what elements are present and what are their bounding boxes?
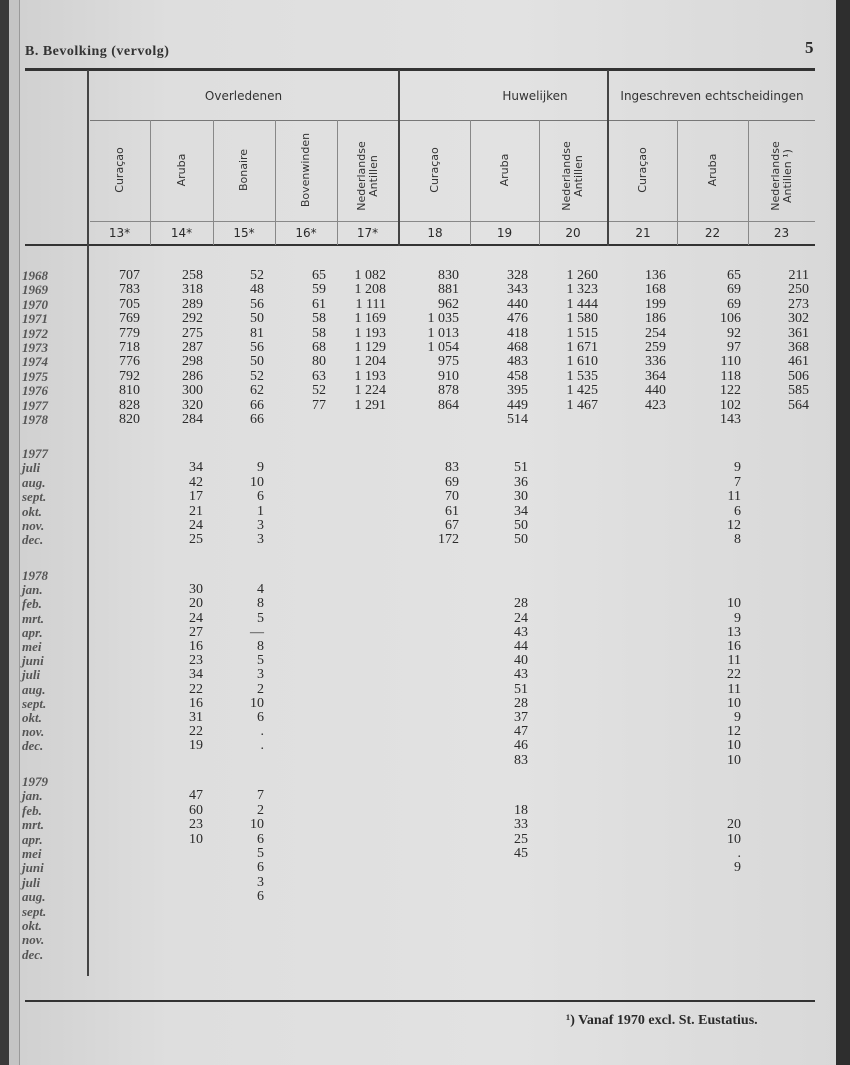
row-label: nov. bbox=[22, 724, 45, 740]
bottom-rule bbox=[25, 1000, 815, 1002]
table-cell: 368 bbox=[788, 340, 809, 355]
table-cell: 62 bbox=[250, 383, 264, 399]
row-label: aug. bbox=[22, 889, 46, 905]
table-cell: 12 bbox=[727, 724, 741, 740]
row-label: 1975 bbox=[22, 368, 48, 384]
table-cell: 69 bbox=[727, 282, 741, 298]
table-cell: 56 bbox=[250, 296, 264, 312]
table-cell: 273 bbox=[788, 296, 809, 312]
table-cell: 286 bbox=[182, 368, 203, 384]
table-cell: 328 bbox=[507, 268, 528, 283]
table-cell: 24 bbox=[189, 610, 203, 626]
table-cell: 254 bbox=[645, 325, 666, 341]
table-cell: 11 bbox=[727, 653, 741, 669]
row-label: 1978 bbox=[22, 412, 48, 427]
table-cell: 1 425 bbox=[566, 383, 598, 399]
table-cell: 458 bbox=[507, 368, 528, 384]
table-cell: 1 082 bbox=[354, 268, 386, 283]
table-cell: 97 bbox=[727, 340, 741, 355]
table-cell: 10 bbox=[189, 831, 203, 847]
table-cell: 34 bbox=[189, 460, 203, 476]
table-cell: 1 bbox=[257, 503, 264, 519]
table-cell: 259 bbox=[645, 340, 666, 355]
column-header: Bovenwinden bbox=[299, 132, 312, 208]
table-cell: 28 bbox=[514, 596, 528, 612]
table-cell: 22 bbox=[189, 724, 203, 740]
table-cell: 9 bbox=[734, 710, 741, 725]
table-cell: 468 bbox=[507, 340, 528, 355]
table-cell: 10 bbox=[250, 817, 264, 833]
table-cell: 962 bbox=[438, 296, 459, 312]
group-header-huwelijken: Huwelijken bbox=[502, 89, 568, 103]
table-cell: 1 535 bbox=[566, 368, 598, 384]
table-cell: 2 bbox=[257, 681, 264, 697]
table-cell: 318 bbox=[182, 282, 203, 298]
column-header: Bonaire bbox=[237, 148, 250, 192]
group-header-echtscheidingen: Ingeschreven echtscheidingen bbox=[620, 89, 804, 103]
table-cell: 361 bbox=[788, 325, 809, 341]
row-label: dec. bbox=[22, 532, 44, 548]
table-cell: 37 bbox=[514, 710, 528, 725]
row-label: okt. bbox=[22, 710, 42, 725]
table-cell: 418 bbox=[507, 325, 528, 341]
table-cell: 199 bbox=[645, 296, 666, 312]
table-cell: 50 bbox=[250, 311, 264, 327]
table-cell: 1 580 bbox=[566, 311, 598, 327]
table-cell: 50 bbox=[514, 518, 528, 533]
table-cell: 881 bbox=[438, 282, 459, 298]
table-cell: 284 bbox=[182, 412, 203, 427]
table-cell: 172 bbox=[438, 532, 459, 548]
row-label: juni bbox=[22, 653, 44, 669]
table-cell: 910 bbox=[438, 368, 459, 384]
table-cell: 17 bbox=[189, 489, 203, 505]
table-cell: 2 bbox=[257, 802, 264, 818]
table-cell: 769 bbox=[119, 311, 140, 327]
table-cell: 10 bbox=[250, 474, 264, 490]
table-cell: 58 bbox=[312, 311, 326, 327]
table-cell: 792 bbox=[119, 368, 140, 384]
table-cell: 51 bbox=[514, 460, 528, 476]
table-cell: 364 bbox=[645, 368, 666, 384]
column-number: 17* bbox=[356, 226, 379, 240]
table-cell: 25 bbox=[189, 532, 203, 548]
row-label: feb. bbox=[22, 802, 42, 818]
table-cell: 440 bbox=[507, 296, 528, 312]
column-number: 20 bbox=[565, 226, 581, 240]
table-cell: 7 bbox=[257, 788, 264, 804]
book-binding bbox=[0, 0, 9, 1065]
row-label: 1968 bbox=[22, 268, 48, 283]
table-cell: 67 bbox=[445, 518, 459, 533]
table-cell: 440 bbox=[645, 383, 666, 399]
table-cell: 6 bbox=[257, 710, 264, 725]
table-cell: 864 bbox=[438, 397, 459, 413]
table-cell: 20 bbox=[727, 817, 741, 833]
table-cell: 10 bbox=[727, 752, 741, 768]
row-label: apr. bbox=[22, 624, 43, 640]
table-cell: 83 bbox=[514, 752, 528, 768]
row-label: aug. bbox=[22, 474, 46, 490]
table-cell: 705 bbox=[119, 296, 140, 312]
column-number: 21 bbox=[635, 226, 651, 240]
row-label: dec. bbox=[22, 946, 44, 962]
table-cell: 1 204 bbox=[354, 354, 386, 370]
table-cell: 12 bbox=[727, 518, 741, 533]
table-cell: 975 bbox=[438, 354, 459, 370]
table-cell: 118 bbox=[720, 368, 741, 384]
table-cell: 16 bbox=[727, 639, 741, 654]
table-cell: 34 bbox=[189, 667, 203, 683]
column-number: 14* bbox=[170, 226, 193, 240]
table-cell: 22 bbox=[189, 681, 203, 697]
table-cell: 61 bbox=[312, 296, 326, 312]
table-cell: 22 bbox=[727, 667, 741, 683]
group-underline bbox=[90, 120, 815, 121]
stub-divider bbox=[87, 70, 89, 976]
table-cell: 25 bbox=[514, 831, 528, 847]
row-label: juli bbox=[22, 460, 41, 476]
table-cell: 1 467 bbox=[566, 397, 598, 413]
table-cell: 66 bbox=[250, 397, 264, 413]
row-label: 1974 bbox=[22, 354, 48, 370]
table-cell: 779 bbox=[119, 325, 140, 341]
column-header: Aruba bbox=[705, 153, 719, 187]
table-cell: 718 bbox=[119, 340, 140, 355]
table-cell: 3 bbox=[257, 518, 264, 533]
table-cell: 70 bbox=[445, 489, 459, 505]
table-cell: 1 291 bbox=[354, 397, 386, 413]
table-cell: 52 bbox=[250, 368, 264, 384]
row-label: nov. bbox=[22, 932, 45, 948]
table-cell: 23 bbox=[189, 653, 203, 669]
table-cell: 77 bbox=[312, 397, 326, 413]
table-cell: 6 bbox=[257, 489, 264, 505]
table-cell: 27 bbox=[189, 624, 203, 640]
table-cell: 34 bbox=[514, 503, 528, 519]
table-cell: 707 bbox=[119, 268, 140, 283]
table-cell: 483 bbox=[507, 354, 528, 370]
table-cell: 506 bbox=[788, 368, 809, 384]
header-bottom-rule bbox=[25, 244, 815, 246]
table-cell: 11 bbox=[727, 489, 741, 505]
table-cell: 3 bbox=[257, 874, 264, 890]
table-cell: 43 bbox=[514, 667, 528, 683]
table-cell: 24 bbox=[189, 518, 203, 533]
table-cell: 69 bbox=[727, 296, 741, 312]
page-edge bbox=[836, 0, 850, 1065]
table-cell: 343 bbox=[507, 282, 528, 298]
row-label: okt. bbox=[22, 503, 42, 519]
table-cell: 31 bbox=[189, 710, 203, 725]
column-header: Aruba bbox=[497, 153, 511, 187]
table-cell: 83 bbox=[445, 460, 459, 476]
table-cell: 66 bbox=[250, 412, 264, 427]
table-cell: 122 bbox=[720, 383, 741, 399]
column-number: 19 bbox=[496, 226, 513, 240]
table-cell: 10 bbox=[250, 695, 264, 711]
table-cell: 58 bbox=[312, 325, 326, 341]
column-number: 16* bbox=[295, 226, 317, 240]
row-label: jan. bbox=[22, 582, 43, 598]
table-cell: 320 bbox=[182, 397, 203, 413]
table-cell: 3 bbox=[257, 532, 264, 548]
row-label: sept. bbox=[22, 903, 47, 919]
table-cell: 820 bbox=[119, 412, 140, 427]
top-rule bbox=[25, 68, 815, 71]
row-label: mrt. bbox=[22, 817, 45, 833]
table-cell: 65 bbox=[727, 268, 741, 283]
row-label: mei bbox=[22, 846, 42, 861]
row-label: nov. bbox=[22, 518, 45, 533]
table-cell: 830 bbox=[438, 268, 459, 283]
table-cell: 23 bbox=[189, 817, 203, 833]
table-cell: 3 bbox=[257, 667, 264, 683]
table-cell: 878 bbox=[438, 383, 459, 399]
table-cell: 1 054 bbox=[427, 340, 459, 355]
column-header: Aruba bbox=[174, 153, 188, 187]
row-label: mei bbox=[22, 639, 42, 654]
table-cell: 8 bbox=[257, 596, 264, 612]
table-cell: 1 323 bbox=[566, 282, 598, 298]
column-number: 15* bbox=[233, 226, 255, 240]
table-cell: 211 bbox=[788, 268, 809, 283]
table-cell: 52 bbox=[250, 268, 264, 283]
row-label: juni bbox=[22, 860, 44, 876]
column-header: Curaçao bbox=[428, 147, 441, 193]
footnote: ¹) Vanaf 1970 excl. St. Eustatius. bbox=[566, 1013, 758, 1028]
table-cell: 9 bbox=[734, 860, 741, 876]
table-cell: 65 bbox=[312, 268, 326, 283]
table-cell: 59 bbox=[312, 282, 326, 298]
table-cell: 1 208 bbox=[354, 282, 386, 298]
table-cell: 40 bbox=[514, 653, 528, 669]
table-cell: 6 bbox=[734, 503, 741, 519]
table-cell: 1 111 bbox=[355, 296, 386, 312]
row-label: 1979 bbox=[22, 774, 48, 789]
table-cell: 186 bbox=[645, 311, 666, 327]
table-cell: 18 bbox=[514, 802, 528, 818]
table-cell: 81 bbox=[250, 325, 264, 341]
table-cell: 1 671 bbox=[566, 340, 598, 355]
table-cell: 810 bbox=[119, 383, 140, 399]
row-label: 1976 bbox=[22, 383, 48, 399]
table-cell: 47 bbox=[189, 788, 203, 804]
row-label: 1969 bbox=[22, 282, 48, 298]
row-label: sept. bbox=[22, 489, 47, 505]
table-cell: 13 bbox=[727, 624, 741, 640]
table-cell: 143 bbox=[720, 412, 741, 427]
table-cell: 1 610 bbox=[566, 354, 598, 370]
table-cell: . bbox=[737, 846, 741, 861]
table-cell: 783 bbox=[119, 282, 140, 298]
table-cell: 9 bbox=[257, 460, 264, 476]
table-cell: 44 bbox=[514, 639, 528, 654]
table-cell: 258 bbox=[182, 268, 203, 283]
table-cell: . bbox=[260, 738, 264, 754]
table-cell: 24 bbox=[514, 610, 528, 626]
table-cell: 136 bbox=[645, 268, 666, 283]
row-label: mrt. bbox=[22, 610, 45, 626]
row-label: sept. bbox=[22, 695, 47, 711]
table-cell: 61 bbox=[445, 503, 459, 519]
table-cell: 168 bbox=[645, 282, 666, 298]
table-cell: 336 bbox=[645, 354, 666, 370]
table-cell: — bbox=[250, 624, 264, 640]
table-cell: 68 bbox=[312, 340, 326, 355]
table-cell: 7 bbox=[734, 474, 741, 490]
table-cell: 1 224 bbox=[354, 383, 386, 399]
column-header: Nederlandse Antillen ¹) bbox=[768, 141, 794, 211]
table-cell: 461 bbox=[788, 354, 809, 370]
table-cell: 48 bbox=[250, 282, 264, 298]
row-label: juli bbox=[22, 667, 41, 683]
column-header: Nederlandse Antillen bbox=[354, 141, 380, 211]
table-cell: 69 bbox=[445, 474, 459, 490]
row-label: 1972 bbox=[22, 325, 48, 341]
table-cell: 33 bbox=[514, 817, 528, 833]
table-cell: 250 bbox=[788, 282, 809, 298]
table-cell: 1 193 bbox=[354, 325, 386, 341]
table-cell: 1 193 bbox=[354, 368, 386, 384]
table-cell: 30 bbox=[514, 489, 528, 505]
table-cell: 10 bbox=[727, 738, 741, 754]
table-cell: 1 515 bbox=[566, 325, 598, 341]
table-cell: 1 260 bbox=[566, 268, 598, 283]
table-cell: 10 bbox=[727, 596, 741, 612]
table-cell: 564 bbox=[788, 397, 809, 413]
table-cell: 302 bbox=[788, 311, 809, 327]
table-cell: 1 129 bbox=[354, 340, 386, 355]
row-label: juli bbox=[22, 874, 41, 890]
column-number: 13* bbox=[108, 226, 131, 240]
table-cell: 5 bbox=[257, 653, 264, 669]
table-cell: 449 bbox=[507, 397, 528, 413]
page-number: 5 bbox=[805, 38, 814, 57]
row-label: 1973 bbox=[22, 340, 48, 355]
table-cell: 9 bbox=[734, 610, 741, 626]
row-label: 1970 bbox=[22, 296, 48, 312]
section-title: B. Bevolking (vervolg) bbox=[25, 44, 170, 59]
table-cell: 106 bbox=[720, 311, 741, 327]
table-cell: 6 bbox=[257, 831, 264, 847]
row-label: aug. bbox=[22, 681, 46, 697]
table-cell: 10 bbox=[727, 831, 741, 847]
table-cell: . bbox=[260, 724, 264, 740]
table-cell: 6 bbox=[257, 889, 264, 905]
table-cell: 51 bbox=[514, 681, 528, 697]
table-cell: 287 bbox=[182, 340, 203, 355]
table-cell: 20 bbox=[189, 596, 203, 612]
table-cell: 300 bbox=[182, 383, 203, 399]
column-header: Curaçao bbox=[636, 147, 649, 193]
table-cell: 60 bbox=[189, 802, 203, 818]
table-cell: 92 bbox=[727, 325, 741, 341]
table-cell: 8 bbox=[734, 532, 741, 548]
table-cell: 1 013 bbox=[427, 325, 459, 341]
table-cell: 1 444 bbox=[566, 296, 598, 312]
previous-page-edge bbox=[9, 0, 20, 1065]
table-cell: 8 bbox=[257, 639, 264, 654]
colnum-rule bbox=[90, 221, 815, 222]
table-cell: 395 bbox=[507, 383, 528, 399]
row-label: 1977 bbox=[22, 397, 48, 413]
row-label: apr. bbox=[22, 831, 43, 847]
table-cell: 4 bbox=[257, 582, 264, 598]
table-cell: 19 bbox=[189, 738, 203, 754]
column-number: 22 bbox=[704, 226, 721, 240]
table-cell: 36 bbox=[514, 474, 528, 490]
column-header: Curaçao bbox=[112, 147, 126, 193]
table-cell: 50 bbox=[514, 532, 528, 548]
table-cell: 42 bbox=[189, 474, 203, 490]
table-cell: 289 bbox=[182, 296, 203, 312]
table-cell: 56 bbox=[250, 340, 264, 355]
table-cell: 9 bbox=[734, 460, 741, 476]
table-cell: 110 bbox=[720, 354, 741, 370]
table-cell: 21 bbox=[189, 503, 203, 519]
table-cell: 476 bbox=[507, 311, 528, 327]
row-label: 1977 bbox=[22, 446, 48, 461]
column-number: 18 bbox=[427, 226, 443, 240]
table-cell: 80 bbox=[312, 354, 326, 370]
row-label: okt. bbox=[22, 918, 42, 933]
table-cell: 423 bbox=[645, 397, 666, 413]
table-cell: 16 bbox=[189, 639, 203, 654]
table-cell: 1 035 bbox=[427, 311, 459, 327]
table-cell: 292 bbox=[182, 311, 203, 327]
table-cell: 43 bbox=[514, 624, 528, 640]
table-cell: 28 bbox=[514, 695, 528, 711]
table-cell: 10 bbox=[727, 695, 741, 711]
row-label: feb. bbox=[22, 596, 42, 612]
table-cell: 45 bbox=[514, 846, 528, 861]
table-cell: 5 bbox=[257, 610, 264, 626]
column-header: Nederlandse Antillen bbox=[560, 141, 585, 211]
table-cell: 1 169 bbox=[354, 311, 386, 327]
table-cell: 6 bbox=[257, 860, 264, 876]
column-number: 23 bbox=[773, 226, 790, 240]
table-cell: 275 bbox=[182, 325, 203, 341]
table-cell: 828 bbox=[119, 397, 140, 413]
table-cell: 50 bbox=[250, 354, 264, 370]
table-cell: 52 bbox=[312, 383, 326, 399]
table-cell: 30 bbox=[189, 582, 203, 598]
table-cell: 585 bbox=[788, 383, 809, 399]
table-cell: 776 bbox=[119, 354, 140, 370]
row-label: dec. bbox=[22, 738, 44, 754]
table-cell: 514 bbox=[507, 412, 528, 427]
table-cell: 11 bbox=[727, 681, 741, 697]
table-cell: 5 bbox=[257, 846, 264, 861]
row-label: 1978 bbox=[22, 568, 48, 583]
table-cell: 46 bbox=[514, 738, 528, 754]
row-label: 1971 bbox=[22, 311, 48, 327]
table-cell: 298 bbox=[182, 354, 203, 370]
table-cell: 16 bbox=[189, 695, 203, 711]
row-label: jan. bbox=[22, 788, 43, 804]
group-header-overledenen: Overledenen bbox=[204, 89, 283, 103]
table-cell: 47 bbox=[514, 724, 528, 740]
table-cell: 63 bbox=[312, 368, 326, 384]
table-cell: 102 bbox=[720, 397, 741, 413]
